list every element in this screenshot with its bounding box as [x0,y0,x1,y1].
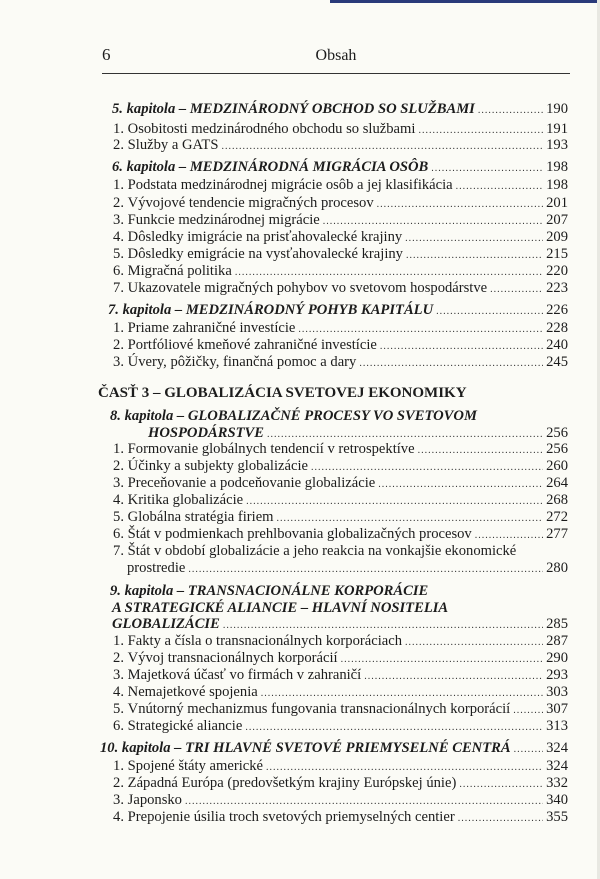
entry-number: 1. [113,320,124,336]
entry-text: Osobitosti medzinárodného obchodu so službami [127,121,416,137]
entry-number: 2. [113,775,124,791]
leader-dots [436,306,543,317]
chapter-title: 5. kapitola – MEDZINÁRODNÝ OBCHOD SO SLUŽBAMI [112,101,475,117]
toc-entry[interactable] [90,667,568,684]
toc-chapter-5[interactable] [112,101,568,118]
entry-text: Priame zahraničné investície [127,320,296,336]
entry-number: 5. [113,246,124,262]
entry-number: 6. [113,263,124,279]
entry-page: 268 [546,492,568,508]
leader-dots [405,233,543,244]
toc-entry[interactable] [90,684,568,701]
toc-entry[interactable] [90,229,568,246]
toc-chapter-10[interactable] [100,740,568,757]
entry-text: Dôsledky emigrácie na vysťahovalecké krajiny [127,246,403,262]
entry-text: Majetková účasť vo firmách v zahraničí [127,667,362,683]
entry-number: 2. [113,137,124,153]
leader-dots [267,429,543,440]
top-edge [0,0,600,14]
toc-entry[interactable] [90,246,568,263]
leader-dots [380,341,543,352]
leader-dots [245,722,543,733]
toc-entry[interactable] [90,441,568,458]
entry-page: 245 [546,354,568,370]
leader-dots [311,462,543,473]
leader-dots [341,654,544,665]
toc-entry[interactable] [90,195,568,212]
chapter-9-title-line2[interactable]: A STRATEGICKÉ ALIANCIE – HLAVNÍ NOSITELIA [112,600,449,616]
entry-text: Podstata medzinárodnej migrácie osôb a jej klasifikácia [127,177,453,193]
toc-entry[interactable] [90,701,568,718]
toc-entry[interactable] [90,320,568,337]
entry-text: Vnútorný mechanizmus fungovania transnacionálnych korporácií [127,701,511,717]
leader-dots [246,496,543,507]
entry-number: 3. [113,354,124,370]
toc-entry[interactable] [90,177,568,194]
chapter-page: 285 [546,616,568,632]
entry-page: 240 [546,337,568,353]
chapter-title: 7. kapitola – MEDZINÁRODNÝ POHYB KAPITÁLU [108,302,434,318]
entry-text: Štát v podmienkach prehlbovania globalizačných procesov [127,526,472,542]
toc-entry[interactable] [90,718,568,735]
leader-dots [431,163,543,174]
toc-entry-7-line2[interactable] [127,560,568,577]
entry-text: Štát v období globalizácie a jeho reakcia na vonkajšie ekonomické [127,543,517,559]
entry-number: 6. [113,718,124,734]
entry-text: Vývoj transnacionálnych korporácií [127,650,338,666]
toc-entry[interactable] [90,526,568,543]
entry-page: 264 [546,475,568,491]
entry-page: 332 [546,775,568,791]
entry-text: Preceňovanie a podceňovanie globalizácie [127,475,376,491]
chapter-title: 6. kapitola – MEDZINÁRODNÁ MIGRÁCIA OSÔB [112,159,429,175]
leader-dots [261,688,543,699]
entry-page: 290 [546,650,568,666]
page-header [102,43,570,74]
leader-dots [456,181,543,192]
page-number: 6 [102,45,111,64]
entry-page: 355 [546,809,568,825]
toc-entry[interactable] [90,509,568,526]
entry-number: 4. [113,492,124,508]
entry-text: Portfóliové kmeňové zahraničné investície [127,337,377,353]
chapter-page: 256 [546,425,568,441]
entry-text: Prepojenie úsilia troch svetových priemyselných centier [127,809,455,825]
entry-text: Služby a GATS [127,137,219,153]
entry-text: Účinky a subjekty globalizácie [127,458,308,474]
leader-dots [418,445,544,456]
entry-page: 277 [546,526,568,542]
chapter-title-cont: GLOBALIZÁCIE [112,616,220,632]
cover-strip [330,0,600,3]
entry-page: 207 [546,212,568,228]
chapter-9-title-line1[interactable]: 9. kapitola – TRANSNACIONÁLNE KORPORÁCIE [110,583,429,599]
entry-page: 272 [546,509,568,525]
entry-page: 215 [546,246,568,262]
toc-chapter-9[interactable] [112,616,568,633]
entry-text: Dôsledky imigrácie na prisťahovalecké krajiny [127,229,403,245]
entry-page: 287 [546,633,568,649]
leader-dots [277,513,544,524]
entry-text: Fakty a čísla o transnacionálnych korporáciach [127,633,402,649]
leader-dots [188,564,543,575]
entry-number: 5. [113,701,124,717]
entry-number: 1. [113,633,124,649]
entry-number: 4. [113,229,124,245]
entry-text: Nemajetkové spojenia [127,684,258,700]
leader-dots [475,530,543,541]
leader-dots [235,267,543,278]
entry-text: Globálna stratégia firiem [127,509,274,525]
toc-chapter-7[interactable] [108,302,568,319]
chapter-page: 190 [546,101,568,117]
chapter-title: 10. kapitola – TRI HLAVNÉ SVETOVÉ PRIEMYSELNÉ CENTRÁ [100,740,511,756]
entry-number: 2. [113,195,124,211]
chapter-page: 324 [546,740,568,756]
toc-entry-7-line1[interactable] [90,543,568,560]
entry-page: 223 [546,280,568,296]
toc-entry[interactable] [90,263,568,280]
entry-number: 1. [113,441,124,457]
toc-entry[interactable] [90,212,568,229]
entry-page: 191 [546,121,568,137]
leader-dots [513,705,543,716]
entry-page: 198 [546,177,568,193]
toc-entry[interactable] [90,458,568,475]
leader-dots [323,216,543,227]
entry-number: 2. [113,650,124,666]
entry-page: 201 [546,195,568,211]
leader-dots [185,796,543,807]
toc-entry[interactable] [90,758,568,775]
entry-page: 313 [546,718,568,734]
toc-entry[interactable] [90,337,568,354]
entry-page: 209 [546,229,568,245]
entry-text: Japonsko [127,792,182,808]
entry-number: 7. [113,280,124,296]
entry-number: 2. [113,337,124,353]
entry-page: 220 [546,263,568,279]
entry-text: Funkcie medzinárodnej migrácie [127,212,320,228]
leader-dots [458,813,543,824]
entry-page: 280 [546,560,568,576]
entry-number: 6. [113,526,124,542]
leader-dots [223,620,543,631]
entry-number: 1. [113,177,124,193]
entry-text: Západná Európa (predovšetkým krajiny Európskej únie) [127,775,457,791]
entry-number: 4. [113,809,124,825]
toc-chapter-6[interactable] [112,159,568,176]
leader-dots [266,762,543,773]
toc-entry[interactable] [90,354,568,371]
leader-dots [405,637,543,648]
leader-dots [478,105,543,116]
entry-text: Vývojové tendencie migračných procesov [127,195,374,211]
entry-page: 256 [546,441,568,457]
entry-number: 1. [113,121,124,137]
toc-entry[interactable] [90,633,568,650]
entry-number: 3. [113,212,124,228]
leader-dots [418,125,543,136]
entry-number: 7. [113,543,124,559]
leader-dots [298,324,543,335]
leader-dots [221,141,543,152]
toc-entry[interactable] [90,280,568,297]
entry-page: 260 [546,458,568,474]
leader-dots [359,358,543,369]
entry-number: 3. [113,475,124,491]
toc-entry[interactable] [90,650,568,667]
entry-number: 5. [113,509,124,525]
chapter-page: 198 [546,159,568,175]
entry-number: 3. [113,667,124,683]
leader-dots [514,744,544,755]
entry-text: Spojené štáty americké [127,758,264,774]
toc-entry[interactable] [90,492,568,509]
leader-dots [364,671,543,682]
entry-page: 193 [546,137,568,153]
entry-text: Migračná politika [127,263,232,279]
toc-chapter-8[interactable] [148,425,568,442]
toc-entry[interactable] [90,775,568,792]
leader-dots [459,779,543,790]
toc-entry[interactable] [90,121,568,138]
leader-dots [406,250,543,261]
entry-number: 2. [113,458,124,474]
chapter-title-cont: HOSPODÁRSTVE [148,425,264,441]
entry-number: 3. [113,792,124,808]
entry-page: 228 [546,320,568,336]
entry-number: 4. [113,684,124,700]
entry-number: 1. [113,758,124,774]
entry-text: Strategické aliancie [127,718,243,734]
entry-text: Kritika globalizácie [127,492,244,508]
part-title[interactable]: ČASŤ 3 – GLOBALIZÁCIA SVETOVEJ EKONOMIKY [98,385,467,401]
leader-dots [490,284,543,295]
entry-page: 303 [546,684,568,700]
leader-dots [378,479,543,490]
entry-text: Ukazovatele migračných pohybov vo svetovom hospodárstve [127,280,488,296]
toc-entry[interactable] [90,809,568,826]
toc-entry[interactable] [90,792,568,809]
entry-page: 340 [546,792,568,808]
entry-text: Formovanie globálnych tendencií v retrospektíve [127,441,415,457]
toc-entry[interactable] [90,475,568,492]
entry-page: 293 [546,667,568,683]
chapter-page: 226 [546,302,568,318]
entry-page: 307 [546,701,568,717]
toc-entry[interactable] [90,137,568,154]
entry-page: 324 [546,758,568,774]
running-title: Obsah [315,47,357,64]
entry-text: prostredie [127,560,186,576]
entry-text: Úvery, pôžičky, finančná pomoc a dary [127,354,357,370]
leader-dots [377,199,543,210]
chapter-8-title-line1[interactable]: 8. kapitola – GLOBALIZAČNÉ PROCESY VO SVETOVOM [110,408,477,424]
